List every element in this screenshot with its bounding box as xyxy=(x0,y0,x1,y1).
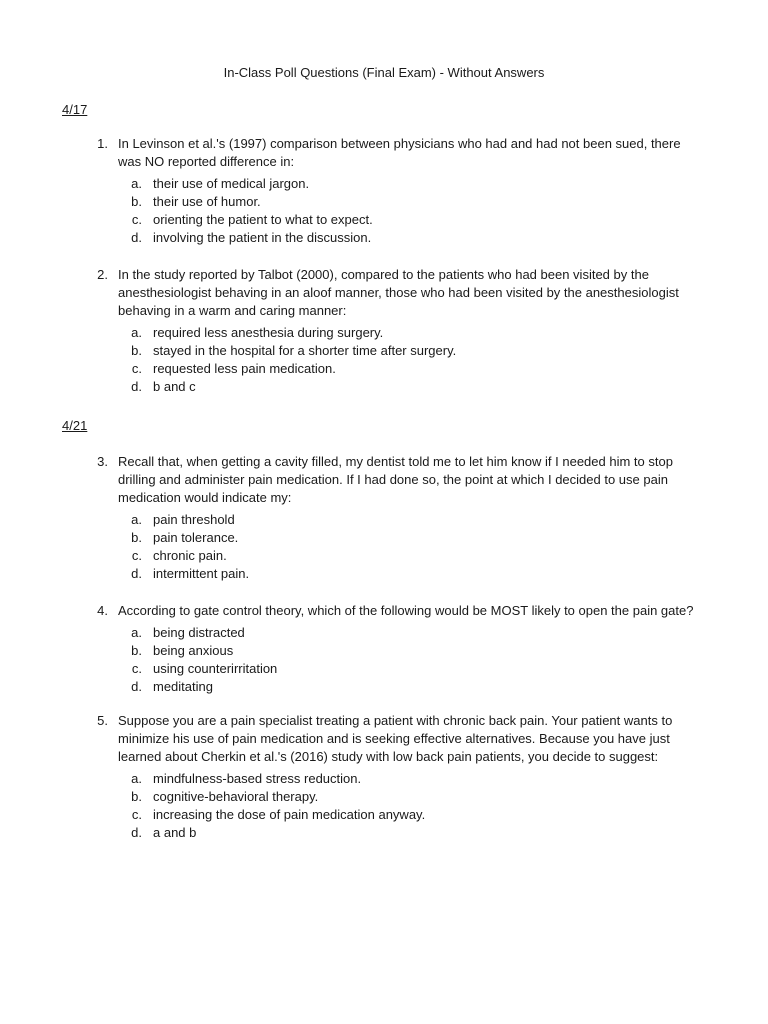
option-c xyxy=(84,211,694,229)
option-b xyxy=(84,529,694,547)
option-letter: c. xyxy=(131,361,142,376)
option-letter: d. xyxy=(131,566,142,581)
option-text: a and b xyxy=(153,825,197,840)
option-letter: b. xyxy=(131,643,142,658)
question-2 xyxy=(84,266,694,396)
option-text: b and c xyxy=(153,379,196,394)
question-text: In Levinson et al.'s (1997) comparison between physicians who had and had not been sued, there was NO reported difference in: xyxy=(118,136,681,169)
option-letter: a. xyxy=(131,176,142,191)
date-heading-4-17: 4/17 xyxy=(62,102,88,117)
option-a xyxy=(84,324,694,342)
option-b xyxy=(84,642,704,660)
option-d xyxy=(84,378,694,396)
option-letter: c. xyxy=(131,661,142,676)
document-title: In-Class Poll Questions (Final Exam) - Without Answers xyxy=(223,65,545,80)
question-number: 3. xyxy=(97,454,108,469)
option-d xyxy=(84,565,694,583)
question-5 xyxy=(84,712,694,842)
option-text: intermittent pain. xyxy=(153,566,250,581)
question-1 xyxy=(84,135,694,247)
option-b xyxy=(84,193,694,211)
option-b xyxy=(84,342,694,360)
option-text: cognitive-behavioral therapy. xyxy=(153,789,319,804)
question-text: According to gate control theory, which of the following would be MOST likely to open the pain gate? xyxy=(118,603,694,618)
option-text: increasing the dose of pain medication anyway. xyxy=(153,807,426,822)
option-letter: a. xyxy=(131,325,142,340)
question-3 xyxy=(84,453,694,583)
option-letter: a. xyxy=(131,625,142,640)
option-d xyxy=(84,229,694,247)
option-letter: d. xyxy=(131,825,142,840)
option-letter: c. xyxy=(131,212,142,227)
option-text: using counterirritation xyxy=(153,661,278,676)
option-letter: b. xyxy=(131,194,142,209)
option-letter: d. xyxy=(131,230,142,245)
option-text: requested less pain medication. xyxy=(153,361,336,376)
option-text: being distracted xyxy=(153,625,245,640)
option-text: their use of medical jargon. xyxy=(153,176,310,191)
option-a xyxy=(84,511,694,529)
question-text: Recall that, when getting a cavity filled, my dentist told me to let him know if I needed him to stop drilling and administer pain medication. If I had done so, the point at which I decided to use pain medication would indicate my: xyxy=(118,454,673,505)
option-list xyxy=(84,324,694,396)
date-heading-4-21: 4/21 xyxy=(62,418,88,433)
option-text: mindfulness-based stress reduction. xyxy=(153,771,362,786)
option-c xyxy=(84,360,694,378)
question-number: 1. xyxy=(97,136,108,151)
option-letter: b. xyxy=(131,343,142,358)
option-c xyxy=(84,660,704,678)
option-letter: b. xyxy=(131,789,142,804)
option-letter: c. xyxy=(131,548,142,563)
question-number: 4. xyxy=(97,603,108,618)
question-number: 2. xyxy=(97,267,108,282)
option-letter: b. xyxy=(131,530,142,545)
question-text: Suppose you are a pain specialist treating a patient with chronic back pain. Your patient wants to minimize his use of pain medication and is seeking effective alternatives. Because you have just learned about Cherkin et al.'s (2016) study with low back pain patients, you decide to suggest: xyxy=(118,713,673,764)
option-a xyxy=(84,624,704,642)
option-letter: c. xyxy=(131,807,142,822)
question-4 xyxy=(84,602,704,696)
option-list xyxy=(84,624,704,696)
option-b xyxy=(84,788,694,806)
option-text: involving the patient in the discussion. xyxy=(153,230,372,245)
question-number: 5. xyxy=(97,713,108,728)
option-text: pain threshold xyxy=(153,512,235,527)
option-c xyxy=(84,806,694,824)
option-d xyxy=(84,678,704,696)
option-text: their use of humor. xyxy=(153,194,261,209)
option-a xyxy=(84,175,694,193)
option-letter: a. xyxy=(131,771,142,786)
option-list xyxy=(84,175,694,247)
option-d xyxy=(84,824,694,842)
option-text: chronic pain. xyxy=(153,548,227,563)
option-text: stayed in the hospital for a shorter time after surgery. xyxy=(153,343,457,358)
option-text: required less anesthesia during surgery. xyxy=(153,325,384,340)
option-letter: d. xyxy=(131,379,142,394)
option-a xyxy=(84,770,694,788)
option-letter: a. xyxy=(131,512,142,527)
option-text: pain tolerance. xyxy=(153,530,239,545)
option-letter: d. xyxy=(131,679,142,694)
question-text: In the study reported by Talbot (2000), compared to the patients who had been visited by the anesthesiologist behaving in an aloof manner, those who had been visited by the anesthesiologist behaving in a warm and caring manner: xyxy=(118,267,679,318)
option-text: orienting the patient to what to expect. xyxy=(153,212,373,227)
option-text: being anxious xyxy=(153,643,234,658)
option-list xyxy=(84,770,694,842)
option-list xyxy=(84,511,694,583)
option-c xyxy=(84,547,694,565)
option-text: meditating xyxy=(153,679,213,694)
